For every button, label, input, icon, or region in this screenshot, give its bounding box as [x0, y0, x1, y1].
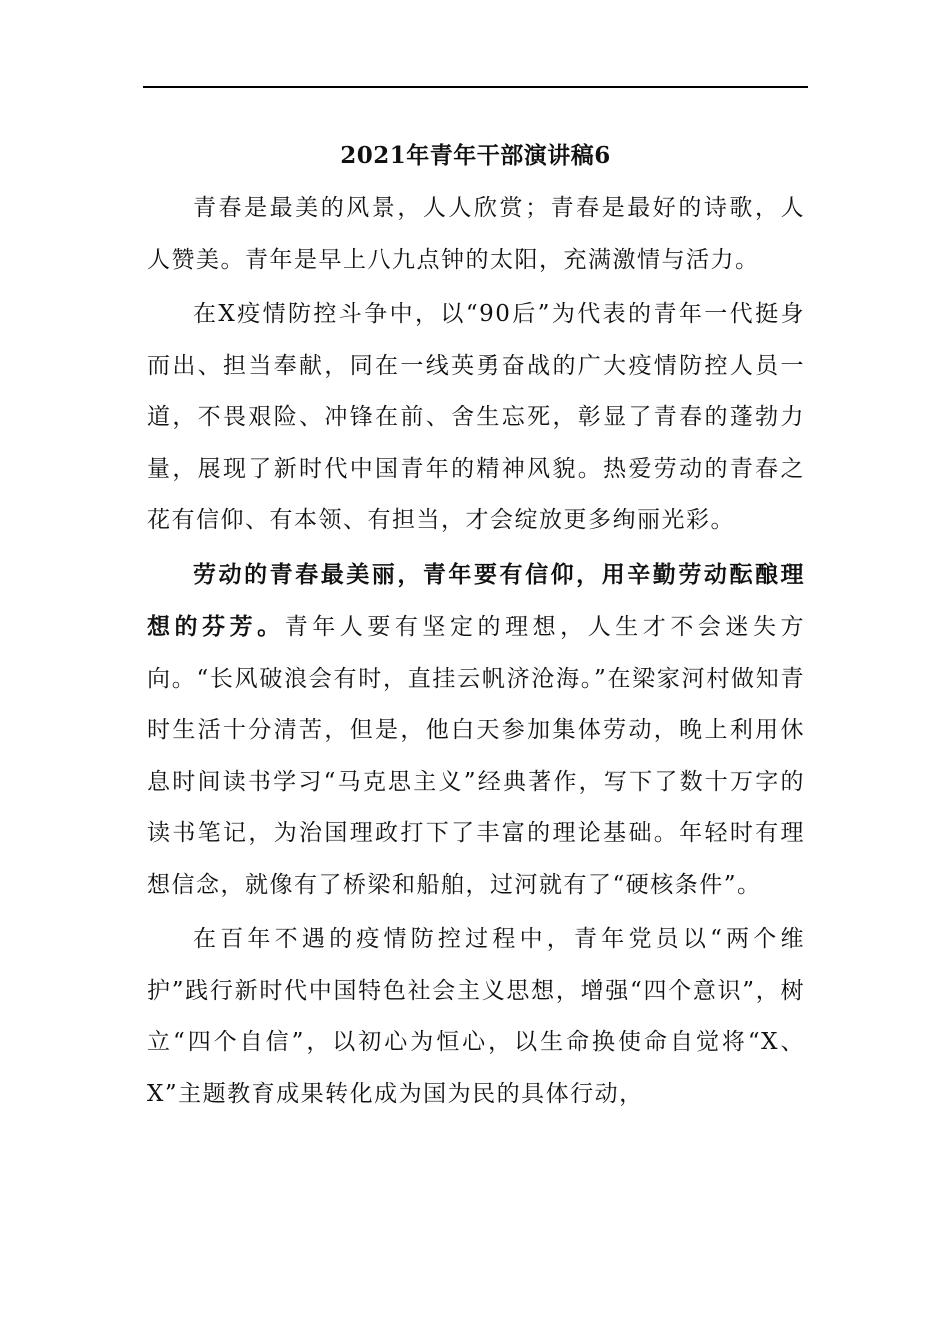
document-body — [147, 182, 805, 1122]
header-rule — [143, 86, 808, 88]
paragraph-3-text: 青年人要有坚定的理想，人生才不会迷失方向。“长风破浪会有时，直挂云帆济沧海。”在梁家河村做知青时生活十分清苦，但是，他白天参加集体劳动，晚上利用休息时间读书学习“马克思主义”经典著作，写下了数十万字的读书笔记，为治国理政打下了丰富的理论基础。年轻时有理想信念，就像有了桥梁和船舶，过河就有了“硬核条件”。 — [147, 614, 806, 898]
paragraph-3 — [147, 549, 805, 912]
paragraph-4-text: 在百年不遇的疫情防控过程中，青年党员以“两个维护”践行新时代中国特色社会主义思想，增强“四个意识”，树立“四个自信”，以初心为恒心，以生命换使命自觉将“X、X”主题教育成果转化成为国为民的具体行动， — [147, 926, 805, 1107]
paragraph-3-lead: 劳动的青春最美丽，青年要有信仰，用辛勤劳动酝酿理想的芬芳。 — [147, 560, 805, 640]
paragraph-4 — [147, 913, 805, 1120]
paragraph-1-text: 青春是最美的风景，人人欣赏；青春是最好的诗歌，人人赞美。青年是早上八九点钟的太阳，充满激情与活力。 — [147, 195, 805, 273]
document-title: 2021年青年干部演讲稿6 — [340, 142, 611, 169]
paragraph-2-text: 在X疫情防控斗争中，以“90后”为代表的青年一代挺身而出、担当奉献，同在一线英勇奋战的广大疫情防控人员一道，不畏艰险、冲锋在前、舍生忘死，彰显了青春的蓬勃力量，展现了新时代中国青年的精神风貌。热爱劳动的青春之花有信仰、有本领、有担当，才会绽放更多绚丽光彩。 — [147, 301, 805, 533]
paragraph-1 — [147, 182, 805, 286]
paragraph-2 — [147, 288, 805, 547]
